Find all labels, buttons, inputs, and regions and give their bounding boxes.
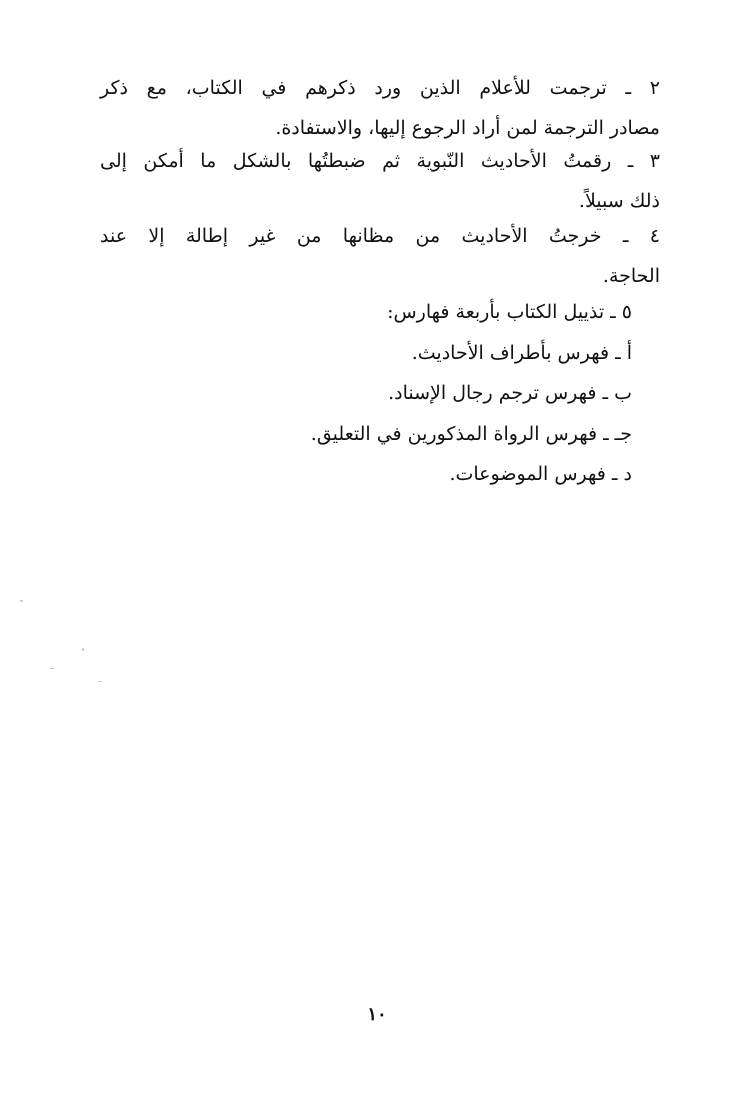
scan-speck xyxy=(20,600,23,602)
paragraph-line: ٣ ـ رقمتُ الأحاديث النّبوية ثم ضبطتُها بالشكل ما أمكن إلى xyxy=(100,150,660,172)
list-item: جـ ـ فهرس الرواة المذكورين في التعليق. xyxy=(310,422,632,445)
paragraph-line: الحاجة. xyxy=(602,265,660,287)
paragraph-item-2 xyxy=(100,68,660,148)
indexes-list xyxy=(311,292,632,495)
list-item: د ـ فهرس الموضوعات. xyxy=(449,463,632,485)
paragraph-item-4 xyxy=(100,216,660,296)
page-number: ١٠ xyxy=(367,1004,387,1025)
paragraph-item-3 xyxy=(100,141,660,221)
paragraph-line: ٢ ـ ترجمت للأعلام الذين ورد ذكرهم في الكتاب، مع ذكر xyxy=(100,77,660,99)
list-item: ٥ ـ تذييل الكتاب بأربعة فهارس: xyxy=(387,301,632,323)
scan-speck xyxy=(50,668,54,669)
paragraph-line: ذلك سبيلاً. xyxy=(578,190,660,212)
list-item: ب ـ فهرس ترجم رجال الإسناد. xyxy=(388,382,632,404)
list-item: أ ـ فهرس بأطراف الأحاديث. xyxy=(411,341,632,364)
paragraph-line: مصادر الترجمة لمن أراد الرجوع إليها، والاستفادة. xyxy=(275,117,660,139)
scan-speck xyxy=(82,648,84,651)
paragraph-line: ٤ ـ خرجتُ الأحاديث من مظانها من غير إطالة إلا عند xyxy=(100,225,660,247)
scan-speck xyxy=(98,681,101,682)
